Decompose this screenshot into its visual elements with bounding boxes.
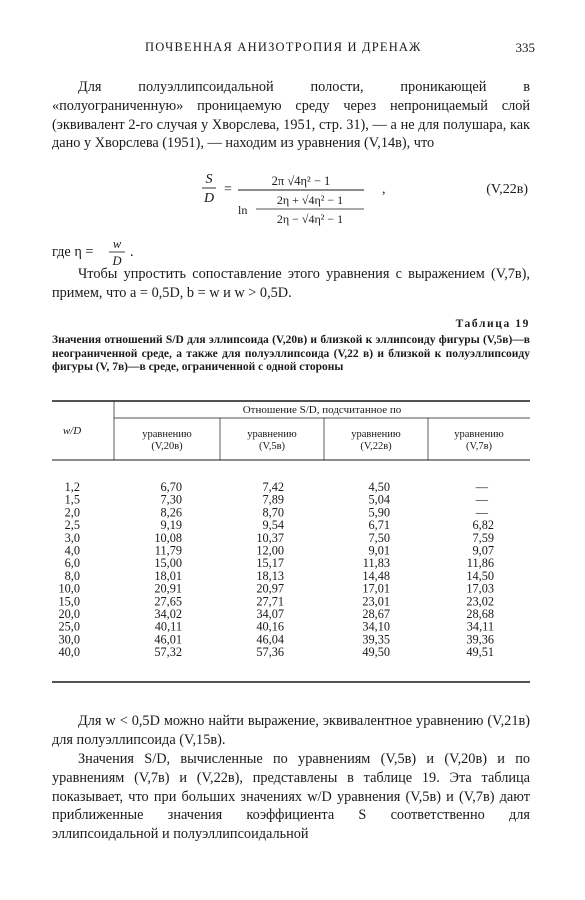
page-number: 335 (515, 40, 535, 55)
col-header-3-line1: уравнению (351, 429, 401, 440)
table-cell: 40,16 (256, 619, 284, 634)
table-cell: 20,91 (154, 581, 182, 596)
table-cell: 15,17 (256, 556, 284, 571)
data-table (52, 400, 530, 691)
table-cell: 12,00 (256, 543, 284, 558)
equation-v22v (52, 170, 530, 232)
paragraph-3-text: Для w < 0,5D можно найти выражение, эквивалентное уравнению (V,21в) для полуэллипсоида (V,15в). (52, 713, 530, 748)
table-cell: 9,01 (368, 543, 390, 558)
table-cell: 10,37 (256, 530, 284, 545)
paragraph-4-text: Значения S/D, вычисленные по уравнениям (V,5в) и (V,20в) и по уравнениям (V,7в) и (V,22в), представлены в таблице 19. Эта таблица показывает, что при больших значениях w/D уравнения (V,5в) и (V,7в) дают приближенные значения коэффициента S соответственно для эллипсоидальной и полуэллипсоидальной (52, 751, 530, 843)
table-row-label: 3,0 (64, 530, 80, 545)
table-row-label: 20,0 (58, 607, 80, 621)
eq-numerator: 2π √4η² − 1 (271, 174, 331, 188)
table-cell: 20,97 (256, 581, 284, 596)
table-cell: 39,36 (466, 632, 494, 647)
table-cell: 6,82 (472, 518, 494, 533)
table-cell: 17,03 (466, 581, 494, 596)
table-cell: 11,79 (154, 543, 182, 558)
table-cell: 8,26 (160, 505, 182, 520)
col-header-1-line1: уравнению (142, 429, 192, 440)
eq-comma: , (382, 182, 386, 197)
table-cell: 9,07 (472, 543, 494, 558)
table-cell: 28,68 (466, 607, 494, 621)
table-cell: 9,19 (160, 518, 182, 533)
paragraph-2 (52, 265, 530, 303)
table-cell: 14,48 (362, 568, 390, 583)
table-label: Таблица 19 (455, 318, 530, 330)
table-cell: 11,86 (466, 556, 494, 571)
table-row-label: 30,0 (58, 632, 80, 647)
table-cell: 49,50 (362, 645, 390, 660)
paragraph-3 (52, 712, 530, 750)
table-row-label: 4,0 (64, 543, 80, 558)
paragraph-4 (52, 750, 530, 844)
table-cell: 7,59 (472, 530, 494, 545)
where-period: . (130, 244, 134, 260)
table-cell: 57,36 (256, 645, 284, 660)
table-cell: — (475, 492, 488, 507)
table-cell: 34,10 (362, 619, 390, 634)
table-row-label: 40,0 (58, 645, 80, 660)
where-prefix: где η = (52, 244, 94, 260)
table-cell: 7,30 (160, 492, 182, 507)
table-cell: 23,02 (466, 594, 494, 609)
table-row-label: 10,0 (58, 581, 80, 596)
eq-number: (V,22в) (486, 182, 528, 197)
table-cell: 10,08 (154, 530, 182, 545)
table-row-label: 25,0 (58, 619, 80, 634)
table-caption: Значения отношений S/D для эллипсоида (V,20в) и близкой к эллипсоиду фигуры (V,5в)—в неограниченной среде, а также для полуэллипсоида (V,22 в) и близкой к полуэллипсоиду фигуры (V, 7в)—в среде, ограниченной с одной стороны (52, 334, 530, 374)
row-header: w/D (62, 425, 82, 437)
table-cell: 17,01 (362, 581, 390, 596)
table-cell: 49,51 (466, 645, 494, 660)
table-row-label: 6,0 (64, 556, 80, 571)
table-cell: 7,42 (262, 480, 284, 494)
eq-inner-numerator: 2η + √4η² − 1 (276, 193, 344, 207)
table-cell: 4,50 (368, 480, 390, 494)
table-cell: — (475, 480, 488, 494)
table-cell: 23,01 (362, 594, 390, 609)
table-cell: 39,35 (362, 632, 390, 647)
table-row-label: 1,5 (64, 492, 80, 507)
table-cell: — (475, 505, 488, 520)
table-row-label: 1,2 (64, 480, 80, 494)
table-cell: 34,07 (256, 607, 284, 621)
table-graphic (52, 400, 530, 686)
col-header-4-line1: уравнению (454, 429, 504, 440)
paragraph-1-text: Для полуэллипсоидальной полости, проникающей в «полуограниченную» проницаемую среду через непроницаемый слой (эквивалент 2-го случая у Хворслева, 1951, стр. 31), — а не для полушара, как дано у Хворслева (1951), — находим из уравнения (V,14в), что (52, 79, 530, 152)
table-cell: 15,00 (154, 556, 182, 571)
col-header-2-line1: уравнению (247, 429, 297, 440)
table-cell: 6,70 (160, 480, 182, 494)
table-cell: 57,32 (154, 645, 182, 660)
where-numerator: w (112, 237, 122, 251)
table-cell: 7,50 (368, 530, 390, 545)
group-header: Отношение S/D, подсчитанное по (242, 404, 402, 416)
paragraph-1 (52, 78, 530, 153)
table-cell: 5,90 (368, 505, 390, 520)
table-cell: 5,04 (368, 492, 390, 507)
eq-lhs-denominator: D (203, 191, 215, 206)
table-cell: 18,13 (256, 568, 284, 583)
table-cell: 11,83 (362, 556, 390, 571)
col-header-4-line2: (V,7в) (465, 441, 493, 452)
running-head: ПОЧВЕННАЯ АНИЗОТРОПИЯ И ДРЕНАЖ (145, 40, 422, 54)
table-cell: 34,02 (154, 607, 182, 621)
where-denominator: D (112, 254, 122, 268)
col-header-3-line2: (V,22в) (360, 441, 392, 452)
col-header-2-line2: (V,5в) (258, 441, 286, 452)
table-row-label: 2,0 (64, 505, 80, 520)
table-cell: 27,65 (154, 594, 182, 609)
col-header-1-line2: (V,20в) (151, 441, 183, 452)
table-cell: 34,11 (466, 619, 494, 634)
paragraph-2-text: Чтобы упростить сопоставление этого уравнения с выражением (V,7в), примем, что a = 0,5D, b = w и w > 0,5D. (52, 266, 530, 301)
table-cell: 9,54 (262, 518, 284, 533)
table-cell: 28,67 (362, 607, 390, 621)
table-cell: 7,89 (262, 492, 284, 507)
table-cell: 8,70 (262, 505, 284, 520)
table-row-label: 15,0 (58, 594, 80, 609)
eq-lhs-numerator: S (205, 172, 213, 187)
equation-graphic (52, 170, 530, 232)
table-cell: 40,11 (154, 619, 182, 634)
eq-ln: ln (238, 203, 248, 217)
eq-equals-sign: = (224, 182, 232, 197)
table-cell: 18,01 (154, 568, 182, 583)
table-body (58, 480, 494, 659)
table-cell: 6,71 (368, 518, 390, 533)
table-row-label: 8,0 (64, 568, 80, 583)
table-cell: 46,01 (154, 632, 182, 647)
table-cell: 46,04 (256, 632, 284, 647)
table-row-label: 2,5 (64, 518, 80, 533)
eq-inner-denominator: 2η − √4η² − 1 (276, 212, 344, 226)
table-cell: 27,71 (256, 594, 284, 609)
table-cell: 14,50 (466, 568, 494, 583)
